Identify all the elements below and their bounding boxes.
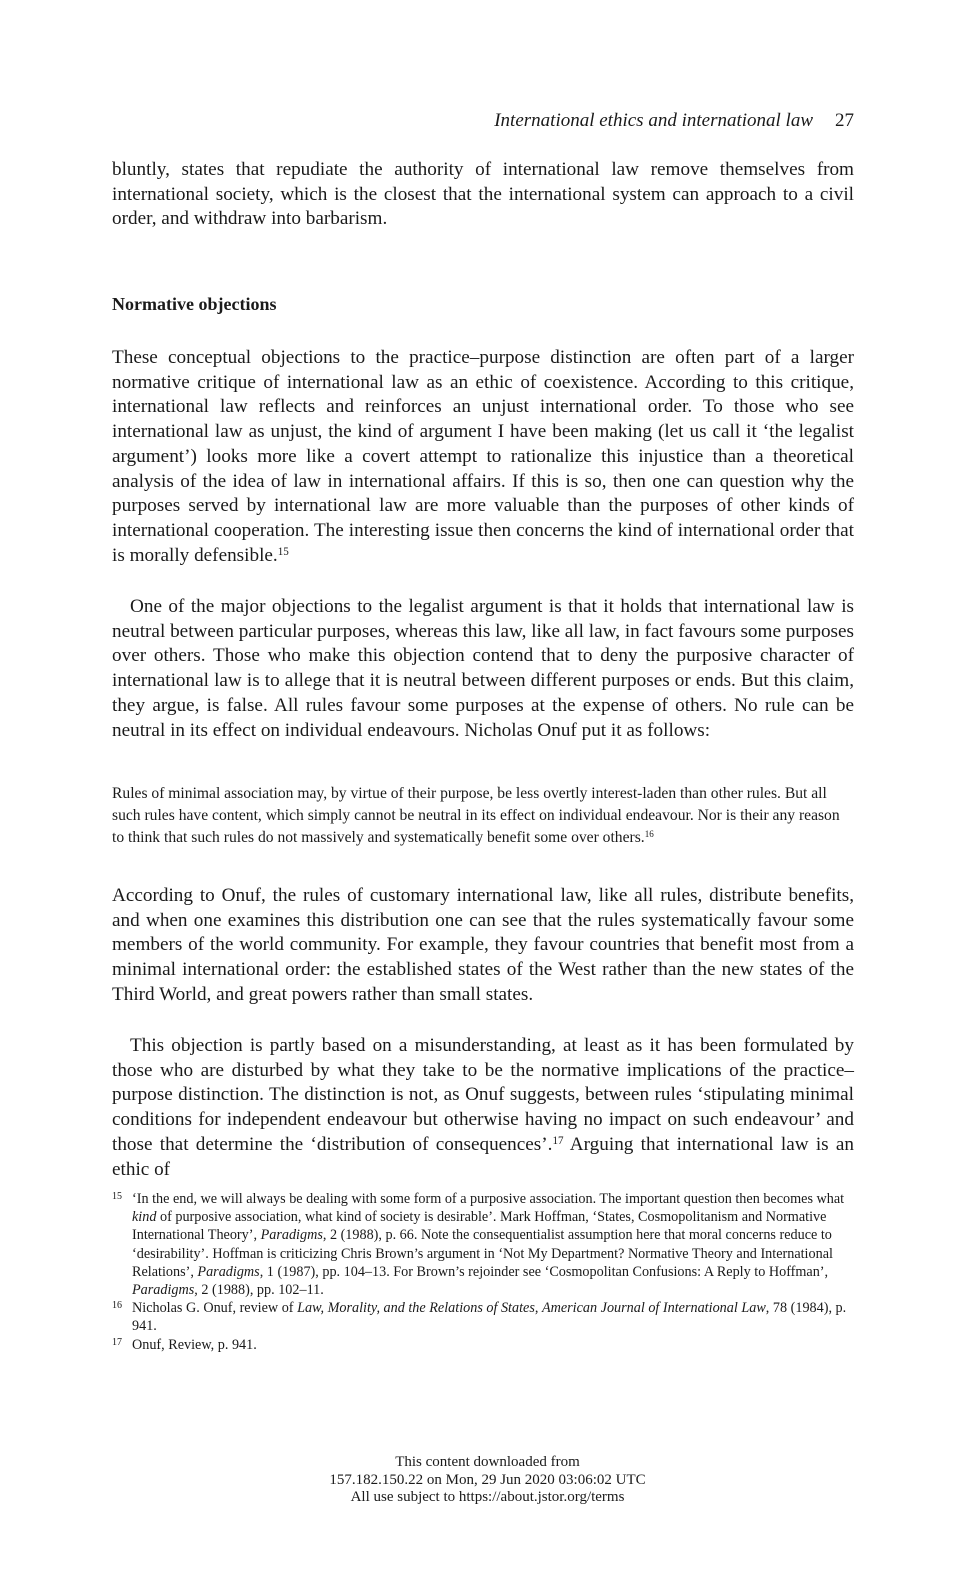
running-header	[112, 110, 854, 132]
jstor-terms-link[interactable]: All use subject to https://about.jstor.org/terms	[350, 1489, 625, 1505]
jstor-download-notice	[0, 1454, 975, 1507]
paragraph-continued: bluntly, states that repudiate the authority of international law remove themselves from international society, which is the closest that the international system can approach to a civil order, and withdraw into barbarism.	[112, 159, 854, 230]
footnote-ref-16[interactable]: 16	[644, 829, 654, 840]
footnote-ref-15[interactable]: 15	[277, 545, 289, 558]
section-heading: Normative objections	[112, 294, 277, 314]
footnote-number: 17	[112, 1336, 122, 1348]
block-quote	[112, 783, 854, 849]
paragraph-4-end: Arguing that international law is an ethic of	[112, 1133, 854, 1180]
jstor-line-2: 157.182.150.22 on Mon, 29 Jun 2020 03:06:02 UTC	[329, 1471, 646, 1488]
footnote-17: 17 Onuf, Review, p. 941.	[112, 1336, 257, 1353]
jstor-line-1: This content downloaded from	[395, 1454, 580, 1470]
footnote-number: 16	[112, 1300, 122, 1312]
footnote-number: 15	[112, 1191, 122, 1202]
paragraph-4	[112, 1034, 854, 1182]
footnotes	[112, 1190, 854, 1354]
footnote-15: 15 ‘In the end, we will always be dealing with some form of a purposive association. The important question then becomes what kind of purposive association, what kind of society is desirable’. Mark Hoffman, ‘States, Cosmopolitanism and Normative International Theory’, Paradigms, 2 (1988), p. 66. Note the consequentialist assumption here that moral concerns reduce to ‘desirability’. Hoffman is criticizing Chris Brown’s argument in ‘Not My Department? Normative Theory and International Relations’, Paradigms, 1 (1987), pp. 104–13. For Brown’s rejoinder see ‘Cosmopolitan Confusions: A Reply to Hoffman’, Paradigms, 2 (1988), pp. 102–11.	[112, 1191, 845, 1299]
paragraph-1	[112, 346, 854, 568]
footnote-16: 16 Nicholas G. Onuf, review of Law, Morality, and the Relations of States, American Journal of International Law, 78 (1984), p. 941.	[112, 1300, 847, 1335]
page-number: 27	[835, 110, 854, 131]
running-title: International ethics and international law	[494, 110, 813, 131]
block-quote-text: Rules of minimal association may, by virtue of their purpose, be less overtly interest-laden than other rules. But all such rules have content, which simply cannot be neutral in its effect on individual endeavour. Nor is their any reason to think that such rules do not massively and systematically benefit some over others.	[112, 785, 840, 846]
paragraph-2: One of the major objections to the legalist argument is that it holds that international law is neutral between particular purposes, whereas this law, like all law, in fact favours some purposes over others. Those who make this objection contend that to deny the purposive character of international law is to allege that it is neutral between different purposes or ends. But this claim, they argue, is false. All rules favour some purposes at the expense of others. No rule can be neutral in its effect on individual endeavours. Nicholas Onuf put it as follows:	[112, 596, 854, 741]
paragraph-4-text: This objection is partly based on a misunderstanding, at least as it has been formulated by those who are disturbed by what they take to be the normative implications of the practice–purpose distinction. The distinction is not, as Onuf suggests, between rules ‘stipulating minimal conditions for independent endeavour but otherwise having no impact on such endeavour’ and those that determine the ‘distribution of consequences’.	[112, 1035, 854, 1155]
footnote-ref-17[interactable]: 17	[552, 1134, 564, 1147]
paragraph-1-text: These conceptual objections to the practice–purpose distinction are often part of a larger normative critique of international law as an ethic of coexistence. According to this critique, international law reflects and reinforces an unjust international order. To those who see international law as unjust, the kind of argument I have been making (let us call it ‘the legalist argument’) looks more like a covert attempt to rationalize this injustice than a theoretical analysis of the idea of law in international affairs. If this is so, then one can question why the purposes served by international law are more valuable than the purposes of other kinds of international cooperation. The interesting issue then concerns the kind of international order that is morally defensible.	[112, 347, 854, 566]
paragraph-3: According to Onuf, the rules of customary international law, like all rules, distribute benefits, and when one examines this distribution one can see that the rules systematically favour some members of the world community. For example, they favour countries that benefit most from a minimal international order: the established states of the West rather than the new states of the Third World, and great powers rather than small states.	[112, 885, 854, 1005]
